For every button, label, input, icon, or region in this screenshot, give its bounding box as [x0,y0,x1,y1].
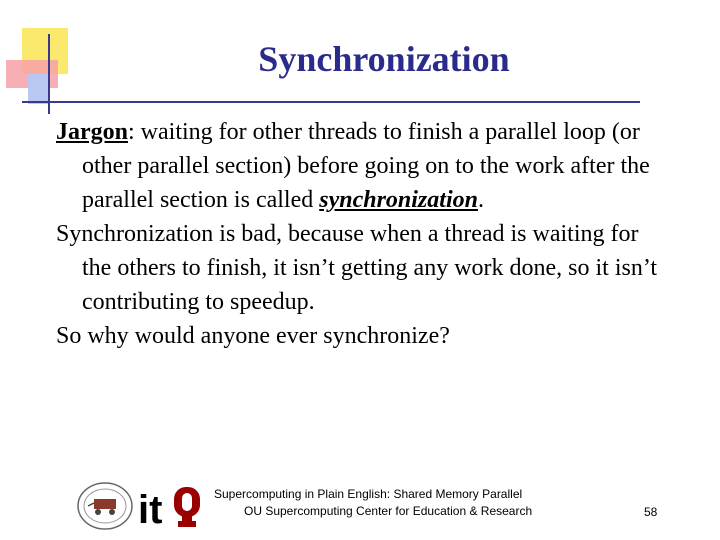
paragraph-jargon [56,115,666,217]
title-divider-line [22,101,640,103]
jargon-term: Jargon [56,119,128,145]
decorative-blue-square [28,74,48,104]
seal-logo [76,481,134,531]
paragraph-question: So why would anyone ever synchronize? [56,323,450,349]
footer-course-title: Supercomputing in Plain English: Shared Memory Parallel [214,487,523,501]
jargon-definition: : waiting for other threads to finish a parallel loop (or other parallel section) before going on to the work after the parallel section is called [82,119,650,213]
ou-logo-mark [174,487,200,527]
page-number: 58 [644,505,658,519]
footer-organization: OU Supercomputing Center for Education & Research [244,504,533,518]
synchronization-term: synchronization [319,187,478,213]
it-logo-text: it [138,488,163,529]
slide-title: Synchronization [258,39,510,79]
paragraph-synchronization-bad: Synchronization is bad, because when a thread is waiting for the others to finish, it isn’t getting any work done, so it isn’t contributing to speedup. [56,221,658,315]
it-ou-logo [138,483,204,529]
slide-body [56,115,666,353]
jargon-period: . [477,187,484,213]
